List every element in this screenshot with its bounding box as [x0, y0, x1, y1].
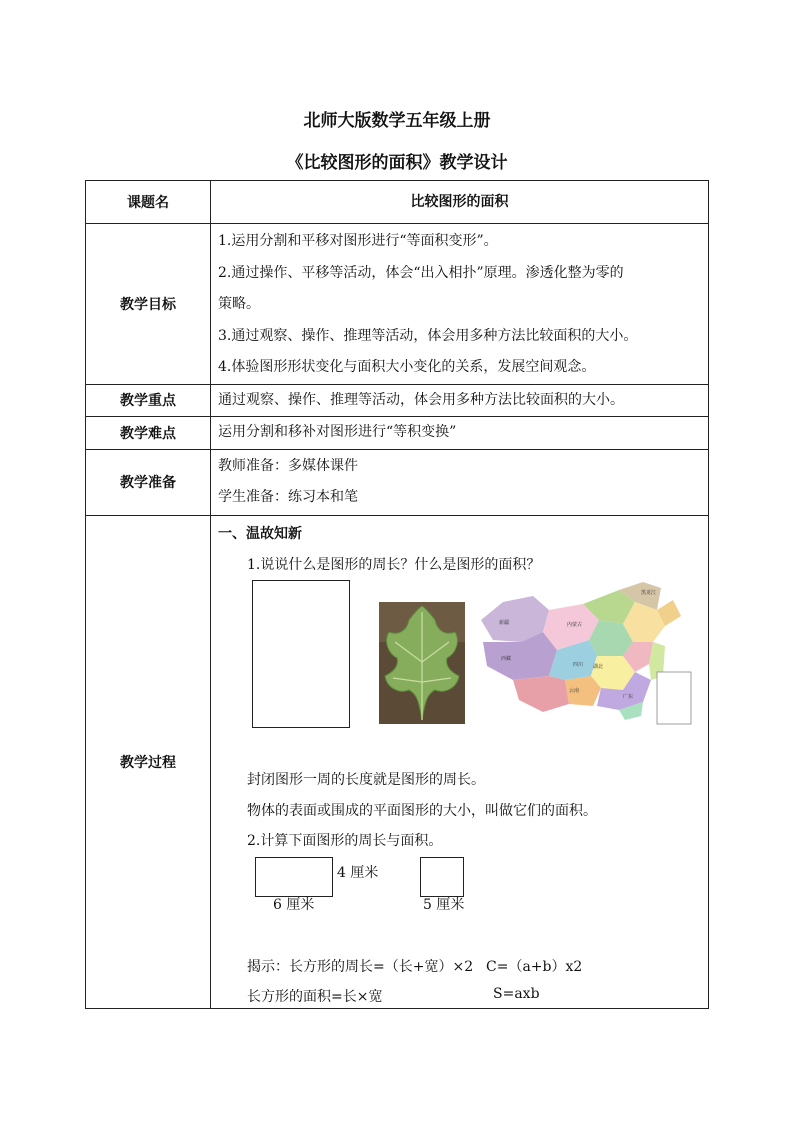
- svg-text:四川: 四川: [573, 661, 584, 668]
- svg-text:西藏: 西藏: [501, 655, 512, 662]
- rectangle-figure: [252, 580, 350, 728]
- svg-text:新疆: 新疆: [499, 619, 510, 626]
- area-definition: 物体的表面或围成的平面图形的大小，叫做它们的面积。: [247, 802, 597, 819]
- lesson-topic: 比较图形的面积: [211, 181, 709, 224]
- process-content: [211, 515, 709, 1008]
- svg-text:湖北: 湖北: [593, 663, 604, 670]
- preparation-content: [211, 449, 709, 515]
- area-formula: S=axb: [493, 985, 540, 1002]
- objective-3: 3.通过观察、操作、推理等活动，体会用多种方法比较面积的大小。: [218, 327, 638, 344]
- doc-title-line1: 北师大版数学五年级上册: [303, 111, 491, 131]
- section-review-title: 一、温故知新: [218, 525, 302, 542]
- preparation-label: 教学准备: [86, 449, 211, 515]
- student-prep: 学生准备：练习本和笔: [218, 489, 358, 505]
- difficulty-label: 教学难点: [86, 417, 211, 450]
- lesson-plan-table: [85, 180, 709, 1009]
- rectangle-6x4: [255, 857, 333, 897]
- china-map-image: [473, 580, 695, 728]
- perimeter-definition: 封闭图形一周的长度就是图形的周长。: [247, 771, 485, 788]
- leaf-image: [379, 602, 465, 724]
- difficulty-text: 运用分割和移补对图形进行“等积变换”: [211, 417, 709, 450]
- objective-1: 1.运用分割和平移对图形进行“等面积变形”。: [218, 233, 498, 249]
- rect-height-label: 4 厘米: [337, 864, 379, 881]
- key-point-label: 教学重点: [86, 384, 211, 417]
- objective-2: 2.通过操作、平移等活动，体会“出入相扑”原理。渗透化整为零的: [218, 264, 624, 281]
- square-side-label: 5 厘米: [423, 896, 465, 913]
- objective-4: 4.体验图形形状变化与面积大小变化的关系，发展空间观念。: [218, 359, 596, 375]
- question-2: 2.计算下面图形的周长与面积。: [247, 832, 443, 849]
- svg-text:内蒙古: 内蒙古: [567, 621, 583, 628]
- svg-text:云南: 云南: [569, 687, 580, 694]
- svg-text:黑龙江: 黑龙江: [641, 589, 657, 596]
- question-1: 1.说说什么是图形的周长？什么是图形的面积？: [247, 556, 541, 573]
- perimeter-formula: C=（a+b）x2: [486, 958, 583, 975]
- rect-width-label: 6 厘米: [273, 896, 315, 913]
- key-point-text: 通过观察、操作、推理等活动，体会用多种方法比较面积的大小。: [211, 384, 709, 417]
- doc-title-line2: 《比较图形的面积》教学设计: [286, 153, 508, 173]
- square-5: [420, 857, 464, 897]
- perimeter-reveal: 揭示：长方形的周长=（长+宽）×2: [247, 958, 474, 975]
- area-text: 长方形的面积=长×宽: [247, 988, 383, 1005]
- svg-text:广东: 广东: [623, 693, 634, 700]
- process-label: 教学过程: [86, 515, 211, 1008]
- header-label: 课题名: [86, 181, 211, 224]
- objective-2-cont: 策略。: [218, 296, 260, 312]
- teacher-prep: 教师准备：多媒体课件: [218, 457, 358, 474]
- objectives-label: 教学目标: [86, 224, 211, 385]
- objectives-content: [211, 224, 709, 385]
